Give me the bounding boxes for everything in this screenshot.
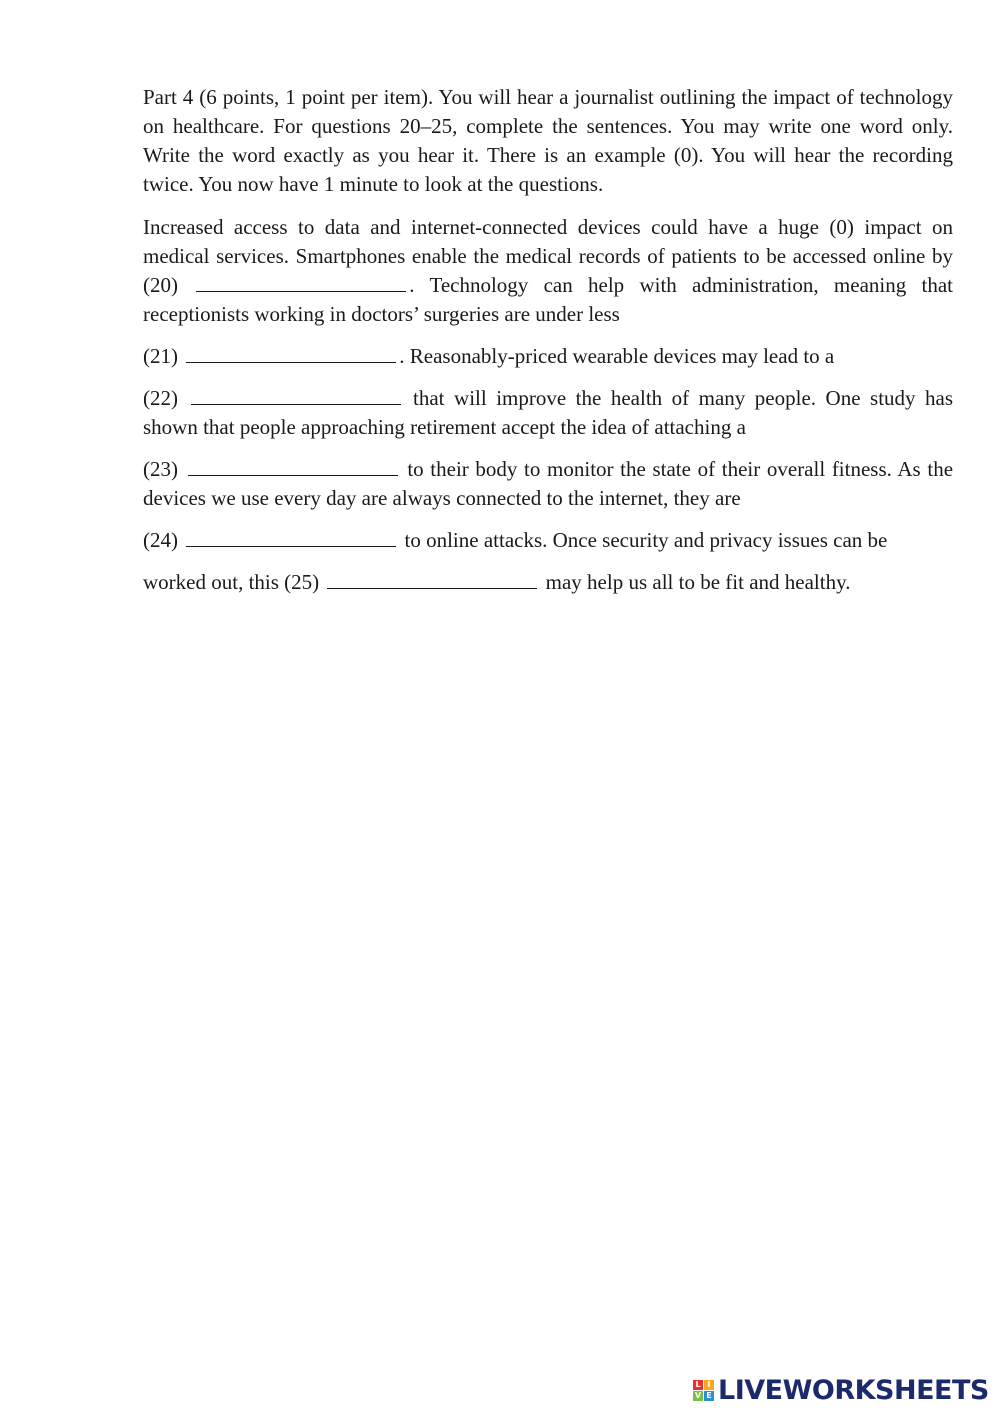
passage-text-1b: . Technology can help with administration, meaning that receptionists working in doctors’ surgeries are under less (143, 273, 953, 326)
logo-mark-letter: L (693, 1380, 703, 1390)
answer-blank-21[interactable] (186, 344, 396, 363)
question-24-text: to online attacks. Once security and privacy issues can be (404, 528, 888, 552)
question-number-20: (20) (143, 273, 178, 297)
question-line-23 (143, 455, 953, 513)
worksheet-page (143, 83, 953, 610)
liveworksheets-logo-icon (693, 1380, 714, 1401)
question-number-21: (21) (143, 344, 178, 368)
liveworksheets-logo-text: LIVEWORKSHEETS (718, 1374, 989, 1406)
question-25-text-after: may help us all to be fit and healthy. (545, 570, 851, 594)
question-21-text: . Reasonably-priced wearable devices may lead to a (399, 344, 835, 368)
logo-mark-letter: I (704, 1380, 714, 1390)
answer-blank-22[interactable] (191, 386, 401, 405)
question-line-22 (143, 384, 953, 442)
instructions-paragraph: Part 4 (6 points, 1 point per item). You will hear a journalist outlining the impact of technology on healthcare. For questions 20–25, complete the sentences. You may write one word only. Write the word exactly as you hear it. There is an example (0). You will hear the recording twice. You now have 1 minute to look at the questions. (143, 85, 953, 196)
answer-blank-23[interactable] (188, 457, 398, 476)
passage-paragraph-1 (143, 213, 953, 329)
question-line-25 (143, 568, 953, 597)
answer-blank-25[interactable] (327, 570, 537, 589)
question-line-24 (143, 526, 953, 555)
liveworksheets-logo[interactable] (693, 1376, 989, 1404)
question-number-23: (23) (143, 457, 178, 481)
passage-text-1: Increased access to data and internet-connected devices could have a huge (0) impact on medical services. Smartphones enable the medical records of patients to be accessed online by (143, 215, 953, 268)
logo-mark-letter: V (694, 1390, 702, 1400)
question-23-text: to their body to monitor the state of their overall fitness. As the devices we use every day are always connected to the internet, they are (143, 457, 954, 510)
question-25-text-before: worked out, this (25) (143, 570, 320, 594)
answer-blank-20[interactable] (196, 273, 406, 292)
question-number-24: (24) (143, 528, 178, 552)
answer-blank-24[interactable] (186, 528, 396, 547)
question-line-21 (143, 342, 953, 371)
logo-mark-letter: E (704, 1391, 714, 1401)
question-22-text: that will improve the health of many people. One study has shown that people approaching retirement accept the idea of attaching a (143, 386, 954, 439)
question-number-22: (22) (143, 386, 178, 410)
